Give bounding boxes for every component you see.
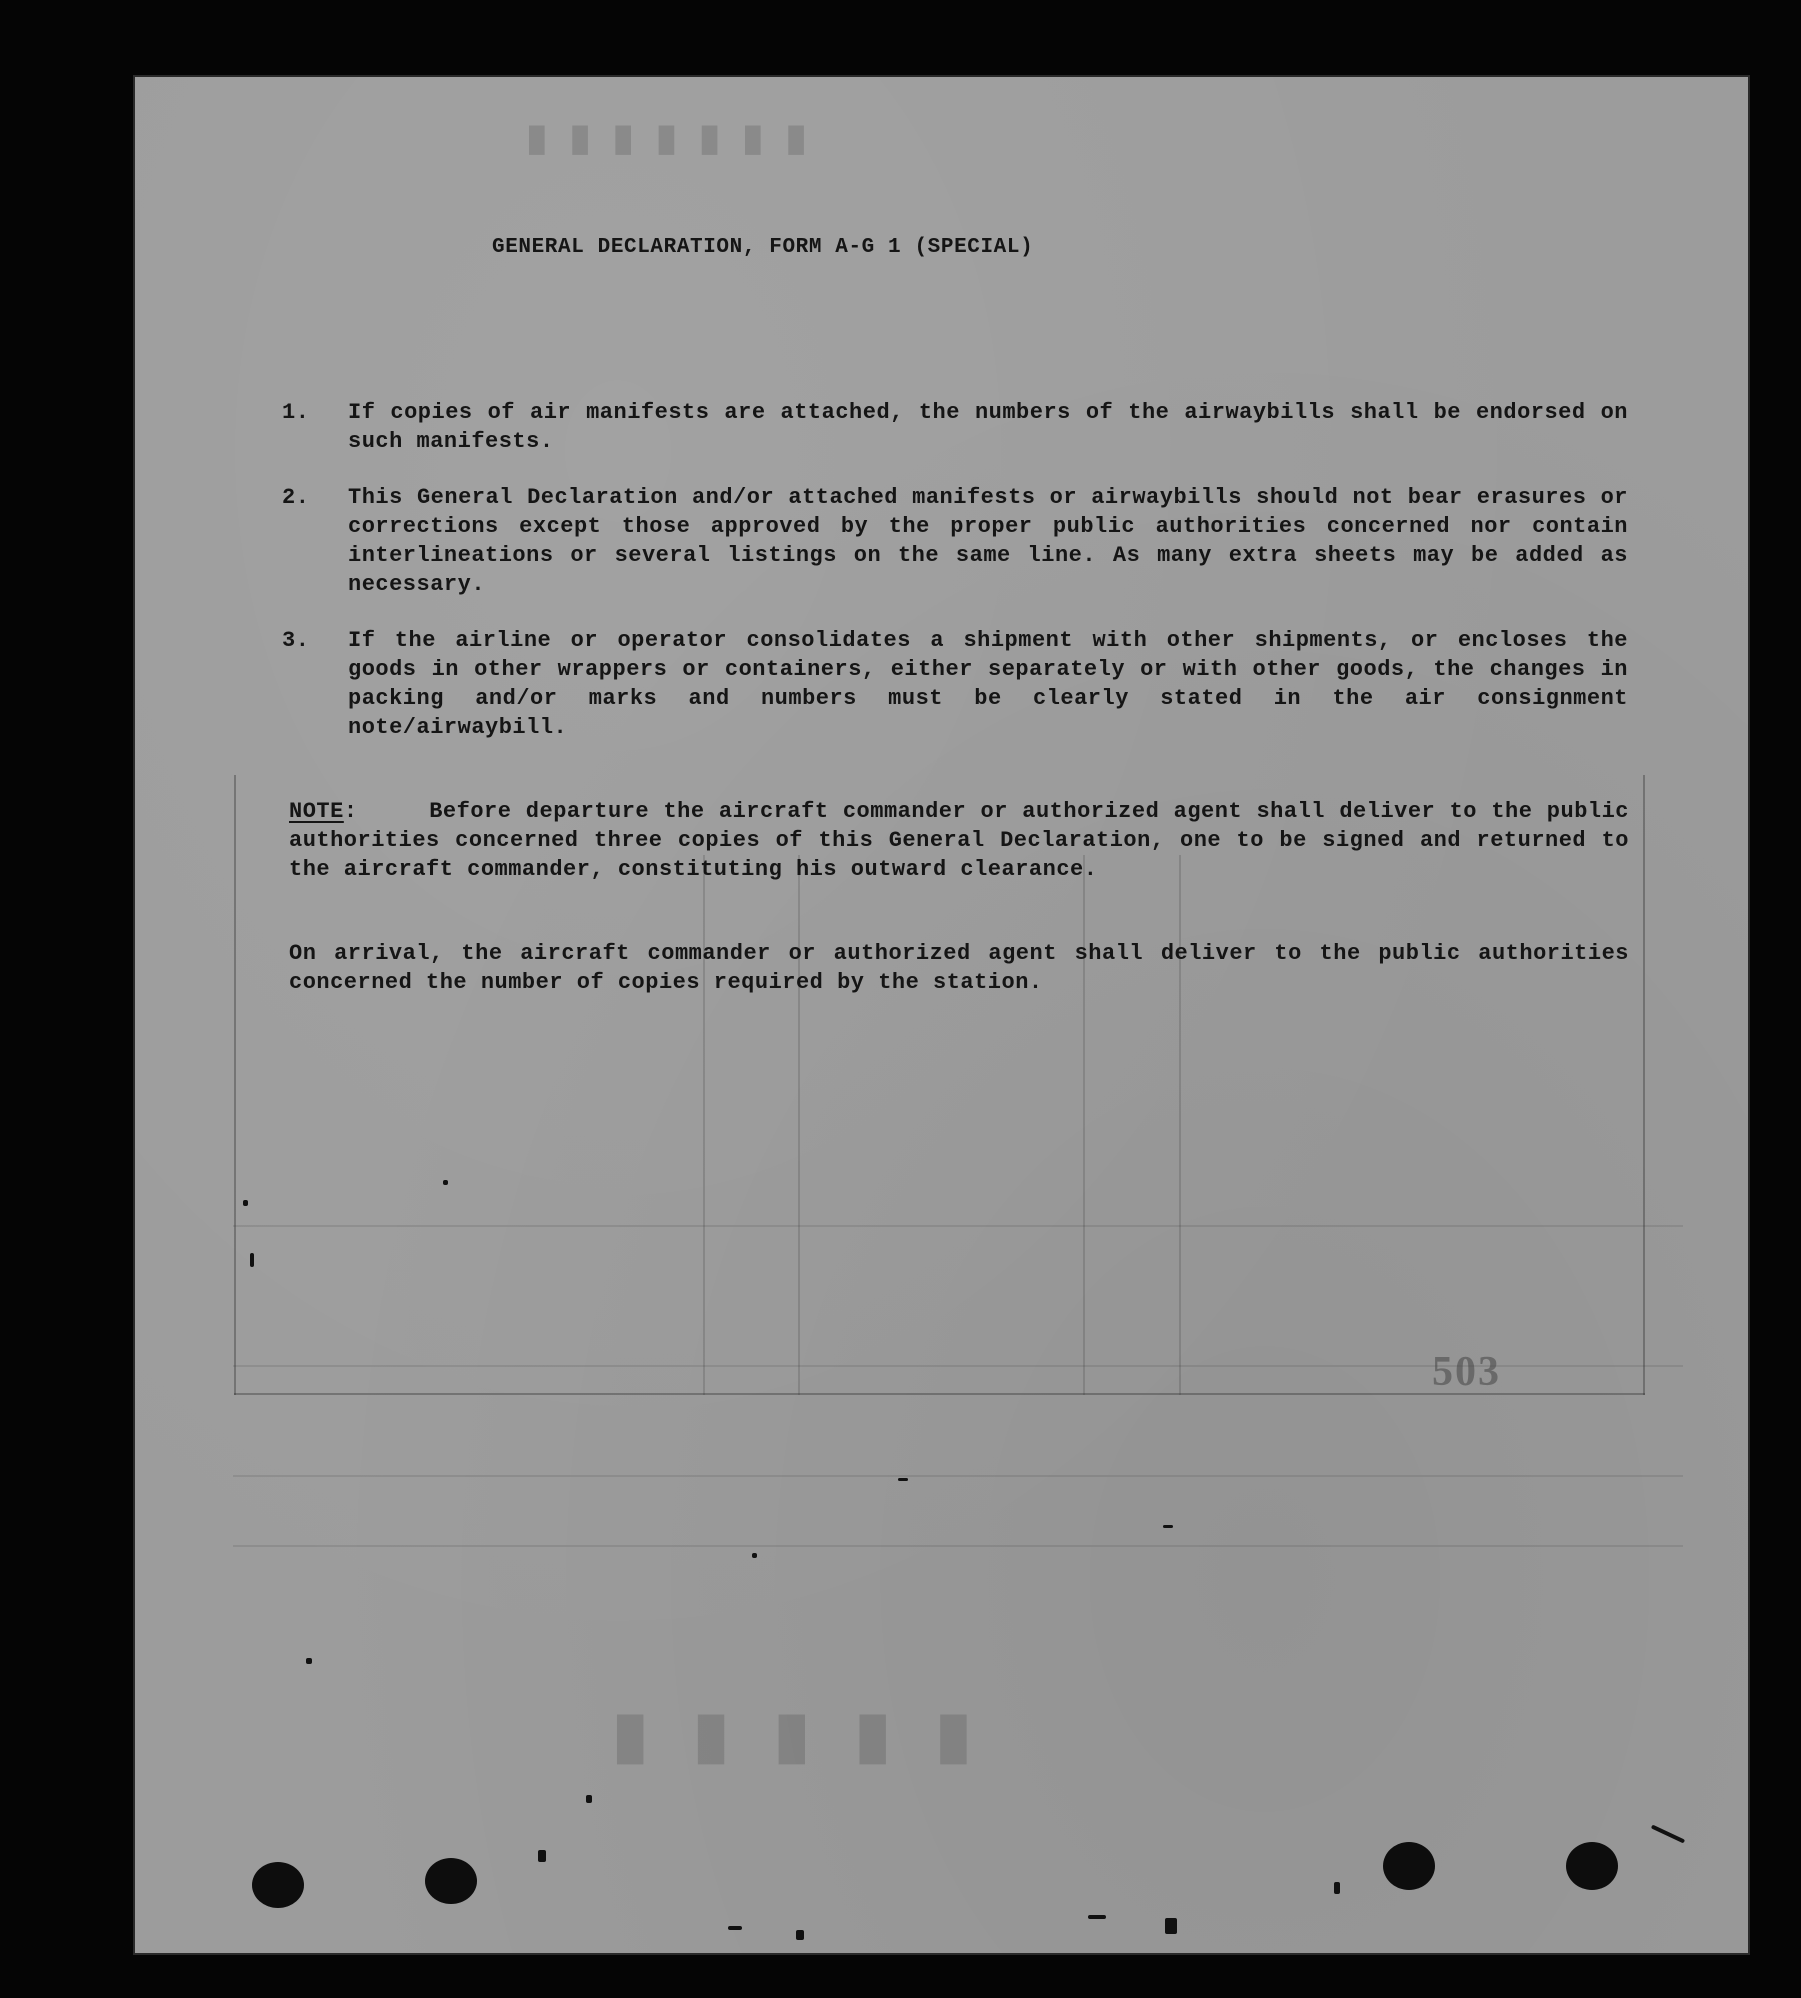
- speck: [250, 1253, 254, 1267]
- item-number: 1.: [282, 400, 310, 425]
- page-stamp-number: 503: [1432, 1349, 1501, 1395]
- item-text: If the airline or operator consolidates a shipment with other shipments, or encloses the goods in other wrappers or containers, either separately or with other goods, the changes in packing and/or marks and numbers must be clearly stated in the air consignment note/airwaybill.: [348, 628, 1628, 740]
- punch-hole: [1566, 1842, 1618, 1890]
- punch-hole: [1383, 1842, 1435, 1890]
- page-title: GENERAL DECLARATION, FORM A-G 1 (SPECIAL): [492, 236, 1034, 259]
- note-paragraph: [289, 797, 1629, 884]
- note-text: Before departure the aircraft commander or authorized agent shall deliver to the public authorities concerned three copies of this General Declaration, one to be signed and returned to the aircraft commander, constituting his outward clearance.: [289, 799, 1629, 882]
- speck: [752, 1553, 757, 1558]
- speck: [586, 1795, 592, 1803]
- note-colon: :: [343, 799, 358, 824]
- note-box-right: [1643, 775, 1645, 1395]
- show-through-rule: [233, 1225, 1683, 1227]
- speck: [898, 1478, 908, 1481]
- speck: [796, 1930, 804, 1940]
- show-through-heading-large: █ █ █ █ █: [603, 1715, 967, 1765]
- note-box-divider: [798, 855, 800, 1395]
- document-page: [133, 75, 1750, 1955]
- note-box-divider: [1083, 855, 1085, 1395]
- note-label: NOTE: [289, 799, 344, 824]
- show-through-rule: [233, 1545, 1683, 1547]
- note-box-divider: [703, 855, 705, 1395]
- speck: [243, 1200, 248, 1206]
- item-text: If copies of air manifests are attached, the numbers of the airwaybills shall be endorsed on such manifests.: [348, 400, 1628, 454]
- speck: [538, 1850, 546, 1862]
- speck: [1088, 1915, 1106, 1919]
- arrival-paragraph: On arrival, the aircraft commander or authorized agent shall deliver to the public authorities concerned the number of copies required by the station.: [289, 941, 1629, 995]
- show-through-heading: █ █ █ █ █ █ █: [523, 125, 804, 155]
- item-number: 3.: [282, 628, 310, 653]
- punch-hole: [425, 1858, 477, 1904]
- punch-hole: [252, 1862, 304, 1908]
- speck: [443, 1180, 448, 1185]
- speck: [1163, 1525, 1173, 1528]
- item-number: 2.: [282, 485, 310, 510]
- speck: [1165, 1918, 1177, 1934]
- note-box-divider: [1179, 855, 1181, 1395]
- show-through-rule: [233, 1475, 1683, 1477]
- item-text: This General Declaration and/or attached manifests or airwaybills should not bear erasures or corrections except those approved by the proper public authorities concerned nor contain interlineations or several listings on the same line. As many extra sheets may be added as necessary.: [348, 485, 1628, 597]
- speck: [306, 1658, 312, 1664]
- note-box-left: [234, 775, 236, 1395]
- speck: [1334, 1882, 1340, 1894]
- speck: [728, 1926, 742, 1930]
